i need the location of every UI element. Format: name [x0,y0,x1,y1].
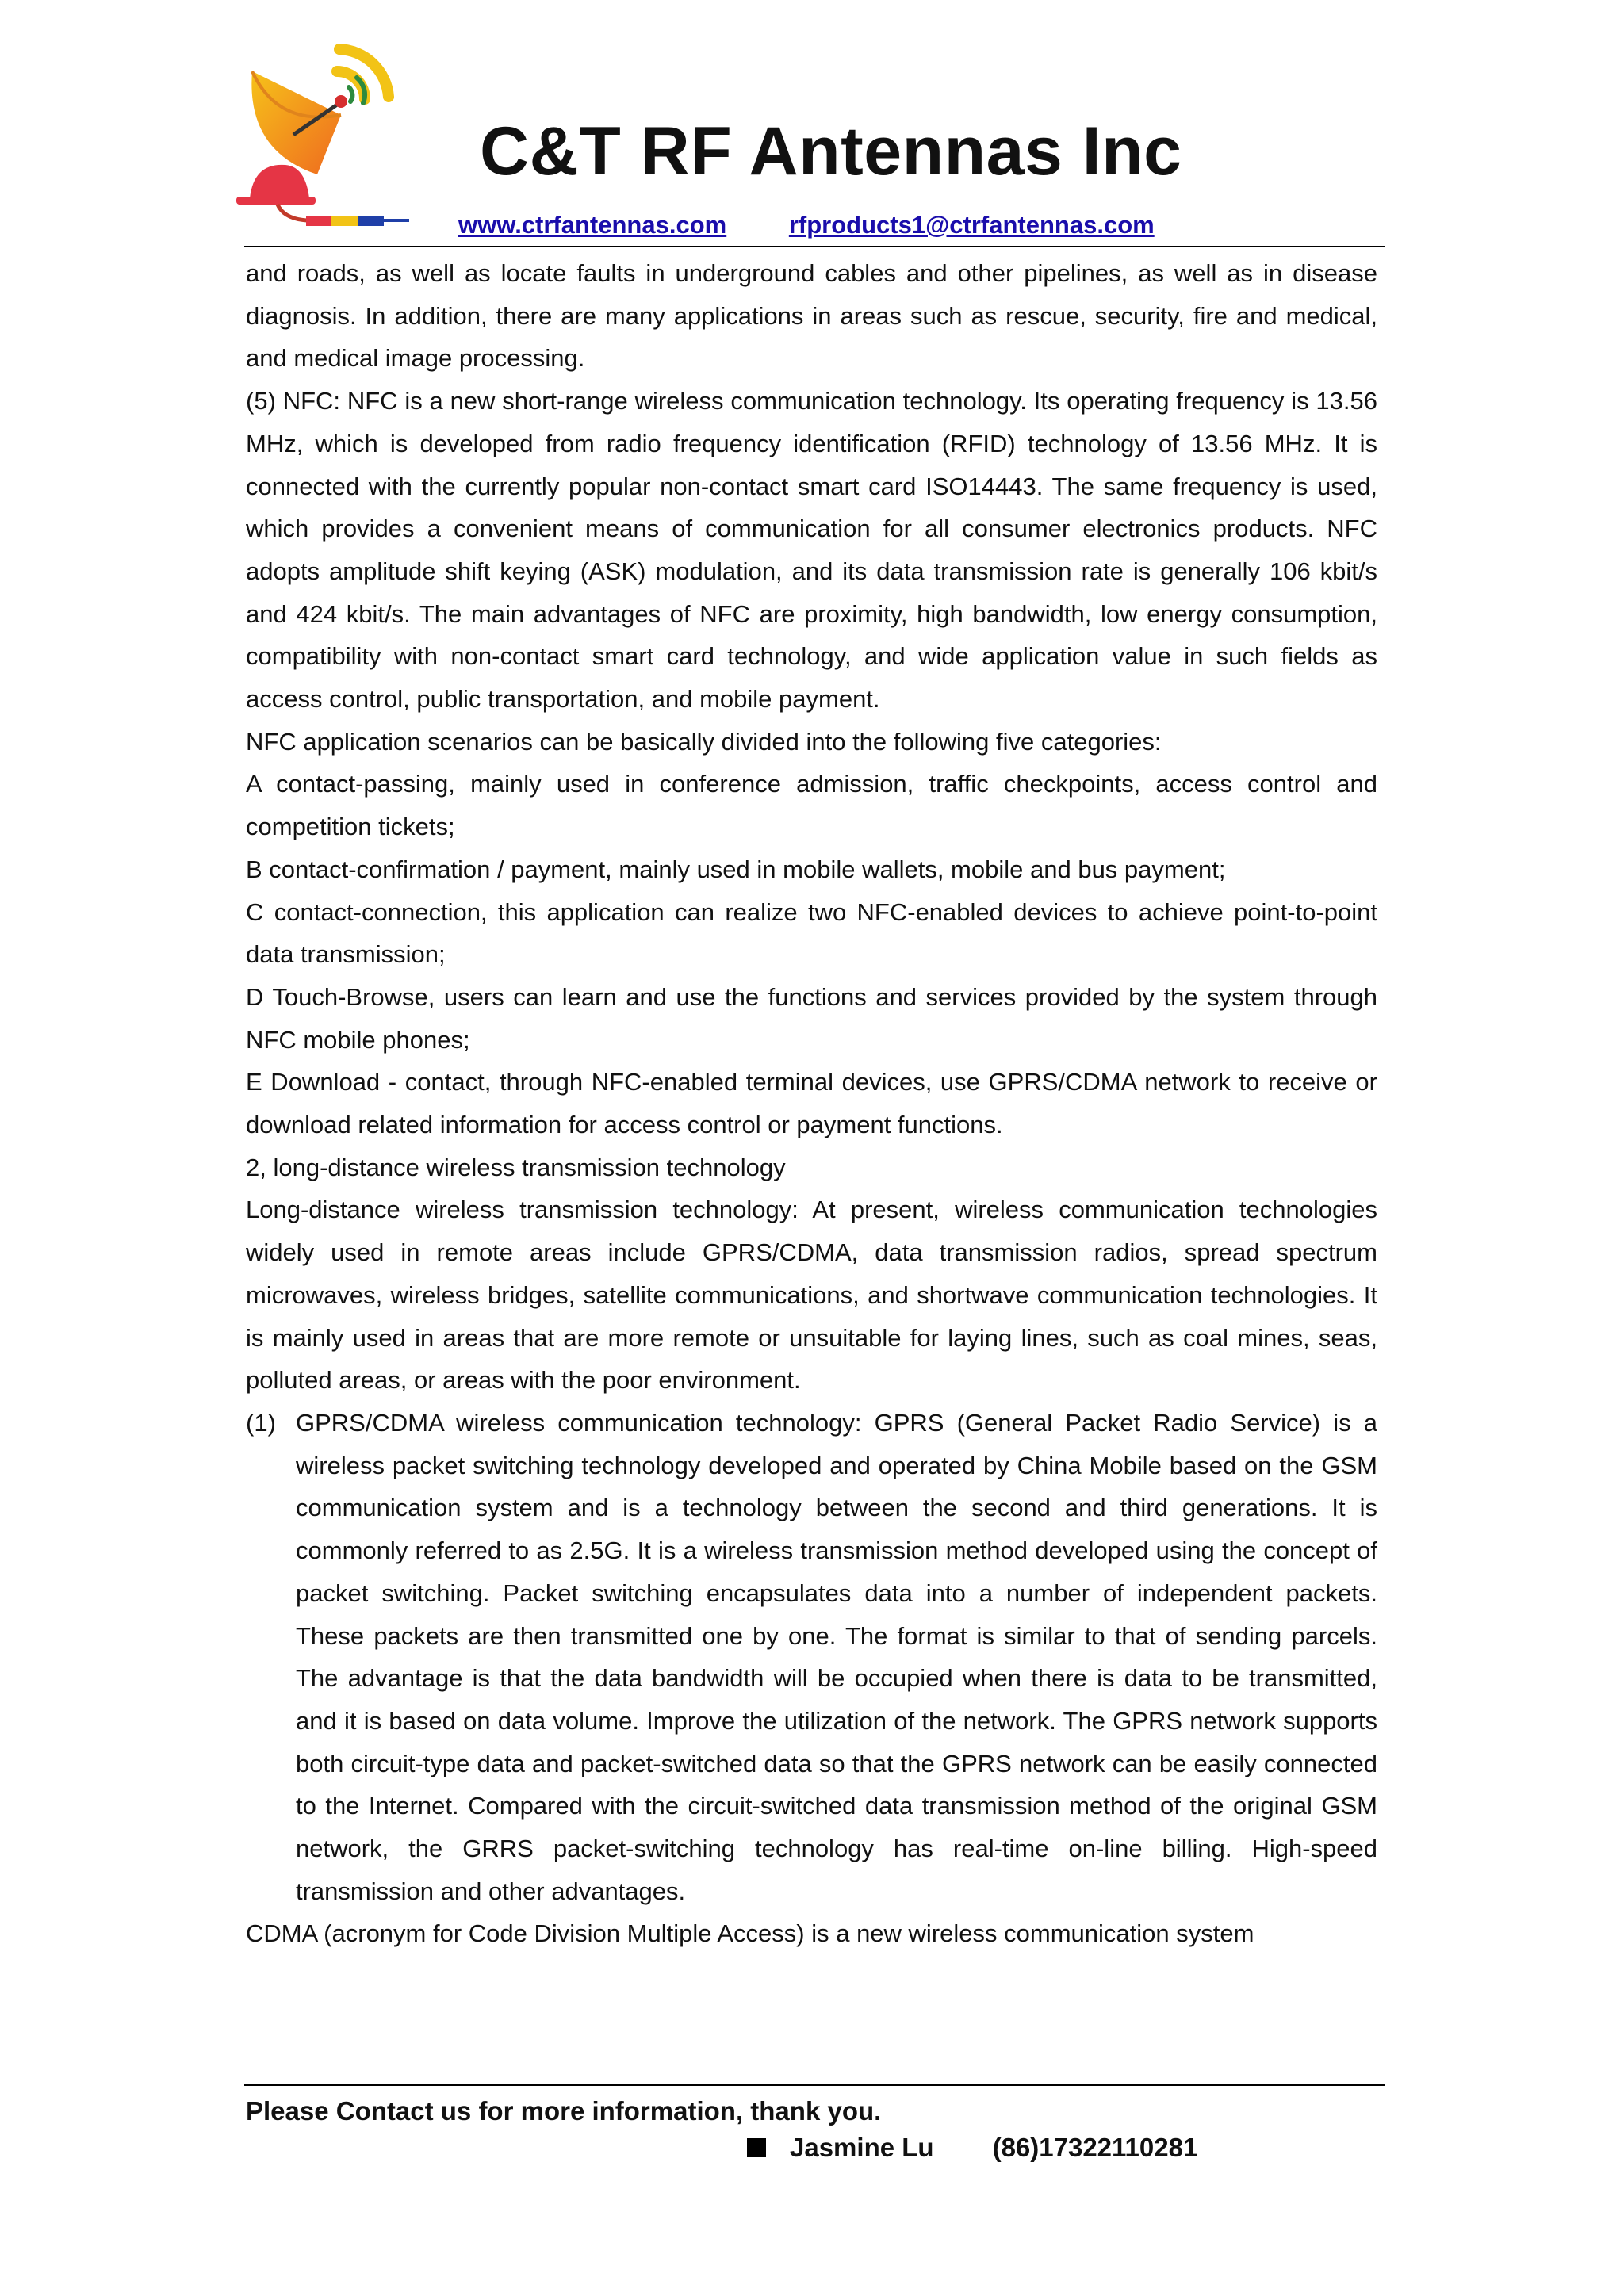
list-item-text: GPRS/CDMA wireless communication technology: GPRS (General Packet Radio Service) is a wireless packet switching technology developed and operated by China Mobile based on the GSM communication system and is a technology between the second and third generations. It is commonly referred to as 2.5G. It is a wireless transmission method developed using the concept of packet switching. Packet switching encapsulates data into a number of independent packets. These packets are then transmitted one by one. The format is similar to that of sending parcels. The advantage is that the data bandwidth will be occupied when there is data to be transmitted, and it is based on data volume. Improve the utilization of the network. The GPRS network supports both circuit-type data and packet-switched data so that the GPRS network can be easily connected to the Internet. Compared with the circuit-switched data transmission method of the original GSM network, the GRRS packet-switching technology has real-time on-line billing. High-speed transmission and other advantages. [296,1408,1377,1905]
paragraph: Long-distance wireless transmission technology: At present, wireless communication technologies widely used in remote areas include GPRS/CDMA, data transmission radios, spread spectrum microwaves, wireless bridges, satellite communications, and shortwave communication technologies. It is mainly used in areas that are more remote or unsuitable for laying lines, such as coal mines, seas, polluted areas, or areas with the poor environment. [246,1196,1377,1395]
list-number: (1) [246,1408,276,1437]
square-bullet-icon [747,2138,766,2157]
paragraph: CDMA (acronym for Code Division Multiple Access) is a new wireless communication system [246,1919,1254,1948]
footer-contact-line: Please Contact us for more information, thank you. [246,2096,882,2126]
contact-name: Jasmine Lu [790,2133,934,2162]
satellite-dish-logo-icon [230,40,412,238]
paragraph: and roads, as well as locate faults in underground cables and other pipelines, as well as in disease diagnosis. In addition, there are many applications in areas such as rescue, security, fire and medical, and medical image processing. [246,259,1377,373]
footer-divider [244,2084,1385,2086]
numbered-list-item [246,1402,1377,1912]
website-link[interactable]: www.ctrfantennas.com [458,211,727,239]
header-links [458,211,1155,239]
header-divider [244,246,1385,247]
paragraph: B contact-confirmation / payment, mainly used in mobile wallets, mobile and bus payment; [246,855,1226,883]
contact-phone: (86)17322110281 [992,2133,1198,2162]
paragraph: A contact-passing, mainly used in conference admission, traffic checkpoints, access control and competition tickets; [246,770,1377,841]
paragraph: 2, long-distance wireless transmission technology [246,1153,786,1181]
paragraph: NFC application scenarios can be basically divided into the following five categories: [246,727,1162,756]
paragraph: E Download - contact, through NFC-enabled terminal devices, use GPRS/CDMA network to receive or download related information for access control or payment functions. [246,1068,1377,1139]
body-text [246,252,1377,1955]
footer-contact-person [747,2130,1197,2166]
company-title: C&T RF Antennas Inc [480,113,1182,189]
email-link[interactable]: rfproducts1@ctrfantennas.com [788,211,1155,239]
paragraph: D Touch-Browse, users can learn and use the functions and services provided by the system through NFC mobile phones; [246,982,1377,1054]
paragraph: C contact-connection, this application can realize two NFC-enabled devices to achieve point-to-point data transmission; [246,897,1377,969]
paragraph: (5) NFC: NFC is a new short-range wireless communication technology. Its operating frequency is 13.56 MHz, which is developed from radio frequency identification (RFID) technology of 13.56 MHz. It is connected with the currently popular non-contact smart card ISO14443. The same frequency is used, which provides a convenient means of communication for all consumer electronics products. NFC adopts amplitude shift keying (ASK) modulation, and its data transmission rate is generally 106 kbit/s and 424 kbit/s. The main advantages of NFC are proximity, high bandwidth, low energy consumption, compatibility with non-contact smart card technology, and wide application value in such fields as access control, public transportation, and mobile payment. [246,387,1377,714]
